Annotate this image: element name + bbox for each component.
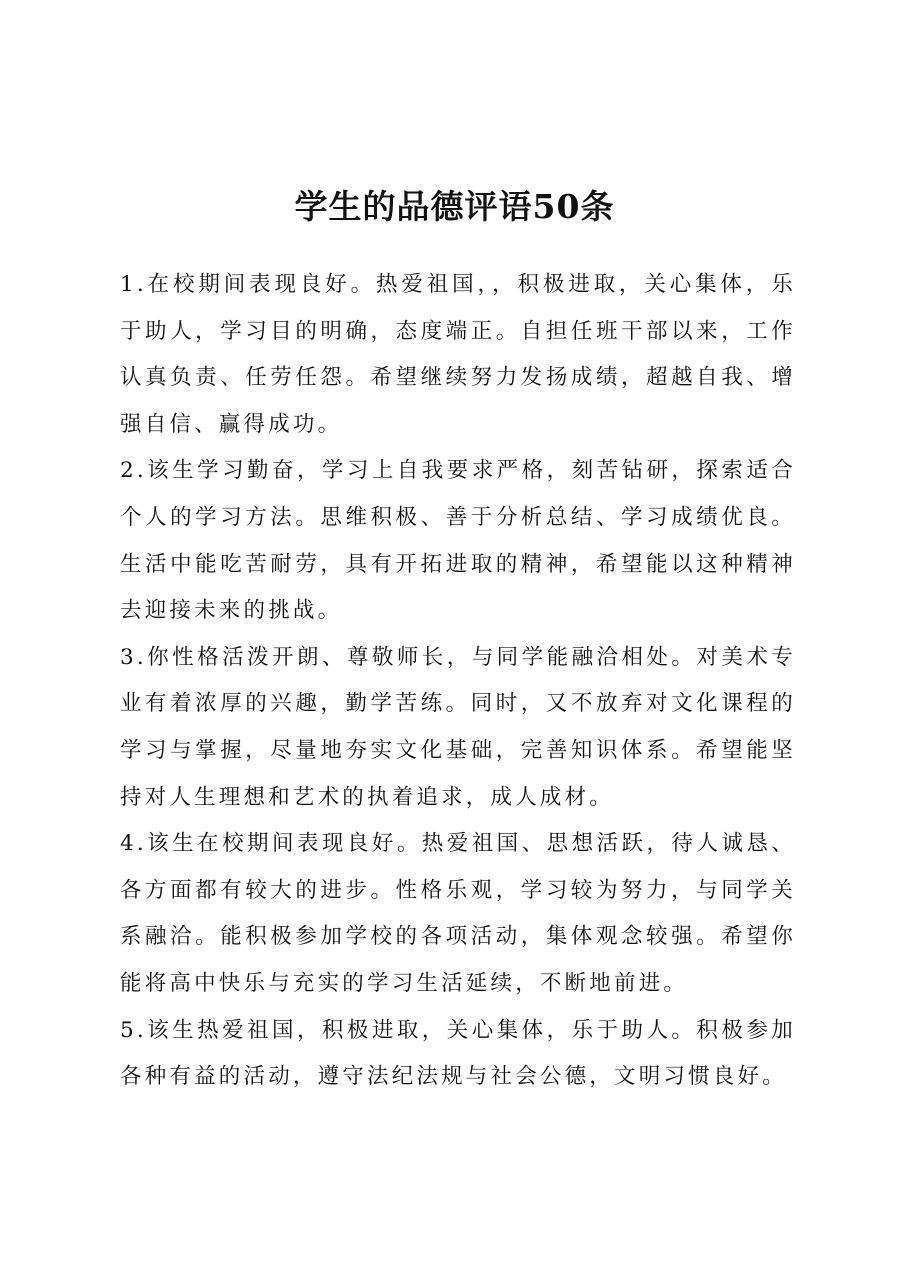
page-title: 学生的品德评语50条 <box>294 187 615 226</box>
comment-paragraph-1: 1.在校期间表现良好。热爱祖国，，积极进取，关心集体，乐于助人，学习目的明确，态度端正。自担任班干部以来，工作认真负责、任劳任怨。希望继续努力发扬成绩，超越自我、增强自信、赢得成功。 <box>120 272 796 437</box>
comment-paragraph-2: 2.该生学习勤奋，学习上自我要求严格，刻苦钻研，探索适合个人的学习方法。思维积极、善于分析总结、学习成绩优良。生活中能吃苦耐劳，具有开拓进取的精神，希望能以这种精神去迎接未来的挑战。 <box>120 458 796 624</box>
comment-paragraph-3: 3.你性格活泼开朗、尊敬师长，与同学能融洽相处。对美术专业有着浓厚的兴趣，勤学苦练。同时，又不放弃对文化课程的学习与掌握，尽量地夯实文化基础，完善知识体系。希望能坚持对人生理想和艺术的执着追求，成人成材。 <box>120 644 796 810</box>
document-body <box>120 262 796 1101</box>
comment-paragraph-4: 4.该生在校期间表现良好。热爱祖国、思想活跃，待人诚恳、各方面都有较大的进步。性格乐观，学习较为努力，与同学关系融洽。能积极参加学校的各项活动，集体观念较强。希望你能将高中快乐与充实的学习生活延续，不断地前进。 <box>120 831 796 996</box>
comment-paragraph-5: 5.该生热爱祖国，积极进取，关心集体，乐于助人。积极参加各种有益的活动，遵守法纪法规与社会公德，文明习惯良好。 <box>120 1017 796 1090</box>
